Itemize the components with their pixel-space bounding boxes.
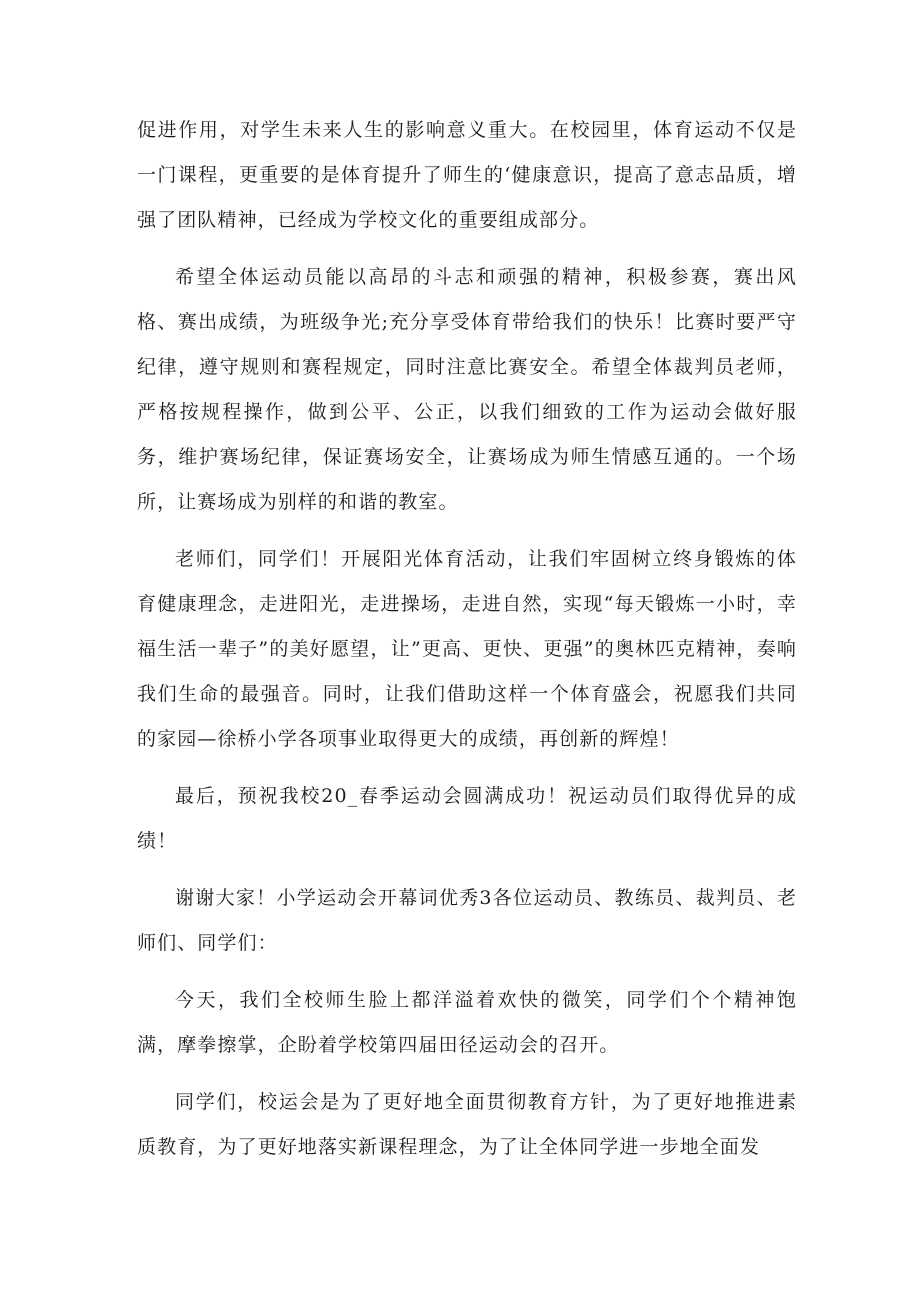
document-body (137, 108, 797, 1182)
paragraph-5: 谢谢大家！小学运动会开幕词优秀3各位运动员、教练员、裁判员、老师们、同学们： (137, 887, 797, 954)
paragraph-7: 同学们，校运会是为了更好地全面贯彻教育方针，为了更好地推进素质教育，为了更好地落实新课程理念，为了让全体同学进一步地全面发 (137, 1091, 797, 1158)
paragraph-1: 促进作用，对学生未来人生的影响意义重大。在校园里，体育运动不仅是一门课程，更重要的是体育提升了师生的‘健康意识，提高了意志品质，增强了团队精神，已经成为学校文化的重要组成部分。 (137, 119, 797, 231)
paragraph-2: 希望全体运动员能以高昂的斗志和顽强的精神，积极参赛，赛出风格、赛出成绩，为班级争光;充分享受体育带给我们的快乐！比赛时要严守纪律，遵守规则和赛程规定，同时注意比赛安全。希望全体裁判员老师，严格按规程操作，做到公平、公正，以我们细致的工作为运动会做好服务，维护赛场纪律，保证赛场安全，让赛场成为师生情感互通的。一个场所，让赛场成为别样的和谐的教室。 (137, 266, 797, 513)
paragraph-4: 最后，预祝我校20_春季运动会圆满成功！祝运动员们取得优异的成绩！ (137, 785, 797, 852)
paragraph-6: 今天，我们全校师生脸上都洋溢着欢快的微笑，同学们个个精神饱满，摩拳擦掌，企盼着学校第四届田径运动会的召开。 (137, 989, 797, 1056)
paragraph-3: 老师们，同学们！开展阳光体育活动，让我们牢固树立终身锻炼的体育健康理念，走进阳光，走进操场，走进自然，实现“每天锻炼一小时，幸福生活一辈子”的美好愿望，让”更高、更快、更强”的奥林匹克精神，奏响我们生命的最强音。同时，让我们借助这样一个体育盛会，祝愿我们共同的家园—徐桥小学各项事业取得更大的成绩，再创新的辉煌！ (137, 548, 797, 750)
